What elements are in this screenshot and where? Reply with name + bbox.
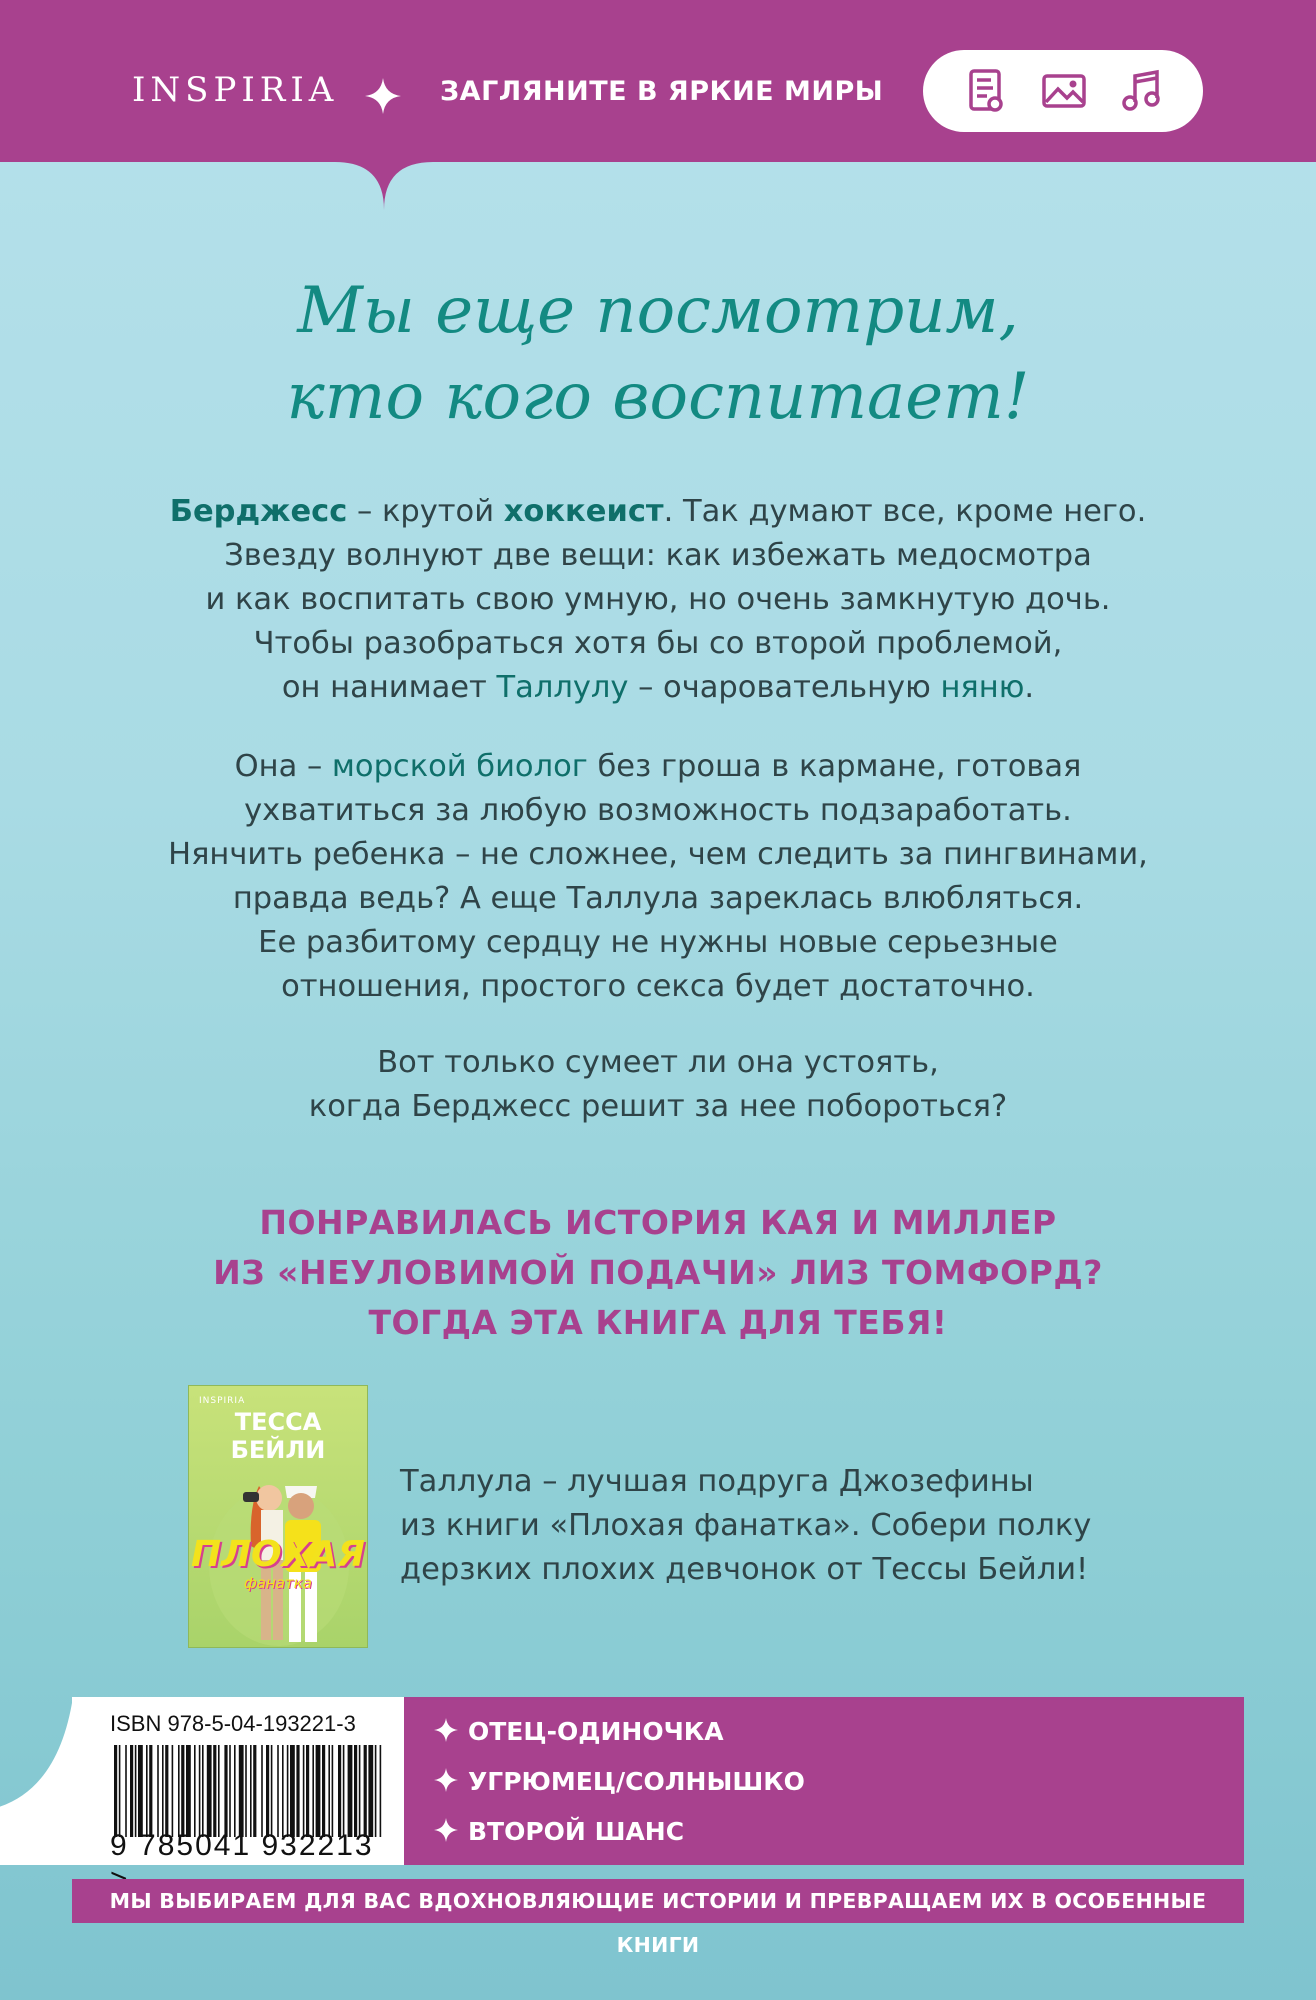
tropes-panel bbox=[404, 1697, 1244, 1865]
related-book-text bbox=[400, 1460, 1220, 1592]
trope-label: УГРЮМЕЦ/СОЛНЫШКО bbox=[468, 1767, 805, 1796]
cover-subtitle: фанатка bbox=[243, 1574, 312, 1592]
barcode-bar bbox=[328, 1745, 330, 1837]
text-fragment: . bbox=[1024, 670, 1035, 705]
barcode-bar bbox=[172, 1745, 174, 1837]
related-book-cover bbox=[188, 1385, 368, 1648]
barcode-bar bbox=[253, 1745, 256, 1837]
barcode-bar bbox=[306, 1745, 309, 1837]
barcode-bar bbox=[149, 1745, 152, 1837]
barcode-bar bbox=[162, 1745, 164, 1837]
barcode-bar bbox=[245, 1745, 247, 1837]
trope-item bbox=[434, 1767, 805, 1796]
barcode-bar bbox=[332, 1745, 334, 1837]
barcode-bar bbox=[218, 1745, 220, 1837]
barcode-bar bbox=[359, 1745, 361, 1837]
promo-line: ТОГДА ЭТА КНИГА ДЛЯ ТЕБЯ! bbox=[368, 1303, 948, 1342]
sparkle-icon bbox=[434, 1768, 458, 1792]
sparkle-icon bbox=[434, 1718, 458, 1742]
barcode-bar bbox=[312, 1745, 314, 1837]
barcode-bar bbox=[181, 1745, 184, 1837]
barcode-bar bbox=[287, 1745, 289, 1837]
headline-line: Мы еще посмотрим, bbox=[297, 274, 1019, 348]
barcode-bar bbox=[271, 1745, 273, 1837]
barcode-bar bbox=[364, 1745, 367, 1837]
text-line: правда ведь? А еще Таллула зареклась влюбляться. bbox=[232, 881, 1084, 916]
text-line: Ее разбитому сердцу не нужны новые серьезные bbox=[258, 925, 1058, 960]
barcode-number: 9 785041 932213 bbox=[110, 1829, 374, 1862]
media-icons-pill bbox=[923, 50, 1203, 132]
text-line: отношения, простого секса будет достаточно. bbox=[281, 969, 1035, 1004]
text-fragment: Она – bbox=[234, 749, 332, 784]
barcode-bar bbox=[234, 1745, 236, 1837]
barcode-bar bbox=[348, 1745, 353, 1837]
text-line: ухватиться за любую возможность подзаработать. bbox=[244, 793, 1072, 828]
barcode-bar bbox=[266, 1745, 269, 1837]
cover-author: ТЕССА БЕЙЛИ bbox=[230, 1408, 326, 1464]
barcode-bar bbox=[186, 1745, 191, 1837]
barcode-bar bbox=[296, 1745, 299, 1837]
barcode-bar bbox=[380, 1745, 382, 1837]
trope-label: ВТОРОЙ ШАНС bbox=[468, 1817, 685, 1846]
ebook-icon bbox=[963, 68, 1009, 114]
barcode-bar bbox=[207, 1745, 212, 1837]
barcode-bar bbox=[125, 1745, 127, 1837]
promo-line: ПОНРАВИЛАСЬ ИСТОРИЯ КАЯ И МИЛЛЕР bbox=[259, 1203, 1057, 1242]
promo-line: ИЗ «НЕУЛОВИМОЙ ПОДАЧИ» ЛИЗ ТОМФОРД? bbox=[213, 1253, 1103, 1292]
barcode-bar bbox=[224, 1745, 227, 1837]
text-fragment: он нанимает bbox=[281, 670, 497, 705]
highlight-word: морской биолог bbox=[331, 749, 588, 784]
barcode-bar bbox=[213, 1745, 216, 1837]
synopsis-paragraph-2 bbox=[80, 745, 1236, 1009]
text-line: Вот только сумеет ли она устоять, bbox=[377, 1045, 939, 1080]
headline-line: кто кого воспитает! bbox=[286, 360, 1030, 434]
barcode-bar bbox=[229, 1745, 231, 1837]
text-line: Звезду волнуют две вещи: как избежать медосмотра bbox=[224, 538, 1092, 573]
text-line bbox=[80, 666, 1236, 710]
barcode-bar bbox=[130, 1745, 133, 1837]
barcode-bar bbox=[354, 1745, 357, 1837]
text-line: из книги «Плохая фанатка». Собери полку bbox=[400, 1508, 1092, 1543]
text-line: Нянчить ребенка – не сложнее, чем следить за пингвинами, bbox=[168, 837, 1148, 872]
barcode-bar bbox=[178, 1745, 180, 1837]
barcode-bar bbox=[277, 1745, 279, 1837]
text-fragment: – очаровательную bbox=[628, 670, 941, 705]
text-line bbox=[80, 745, 1236, 789]
synopsis-paragraph-1 bbox=[80, 490, 1236, 710]
music-icon bbox=[1119, 68, 1165, 114]
trope-label: ОТЕЦ-ОДИНОЧКА bbox=[468, 1717, 724, 1746]
cover-title: ПЛОХАЯ bbox=[191, 1534, 365, 1575]
barcode-bar bbox=[303, 1745, 305, 1837]
barcode-bar bbox=[135, 1745, 137, 1837]
barcode-panel bbox=[72, 1697, 404, 1865]
text-line: когда Берджесс решит за нее побороться? bbox=[308, 1089, 1008, 1124]
barcode-bar bbox=[202, 1745, 204, 1837]
barcode-bar bbox=[165, 1745, 168, 1837]
barcode-bar bbox=[114, 1745, 117, 1837]
sparkle-icon bbox=[365, 78, 401, 114]
barcode-image bbox=[114, 1745, 386, 1837]
barcode-bar bbox=[375, 1745, 377, 1837]
footer-slogan: МЫ ВЫБИРАЕМ ДЛЯ ВАС ВДОХНОВЛЯЮЩИЕ ИСТОРИИ И ПРЕВРАЩАЕМ ИХ В ОСОБЕННЫЕ КНИГИ bbox=[72, 1879, 1244, 1923]
promo-block bbox=[0, 1198, 1316, 1348]
barcode-bar bbox=[290, 1745, 295, 1837]
barcode-bar bbox=[157, 1745, 159, 1837]
barcode-bar bbox=[138, 1745, 143, 1837]
image-icon bbox=[1041, 68, 1087, 114]
barcode-bar bbox=[338, 1745, 341, 1837]
brand-logo: INSPIRIA bbox=[132, 70, 339, 110]
barcode-bar bbox=[261, 1745, 263, 1837]
highlight-word: хоккеист bbox=[503, 494, 664, 529]
text-line: Таллула – лучшая подруга Джозефины bbox=[400, 1464, 1034, 1499]
highlight-name: Берджесс bbox=[169, 494, 348, 529]
barcode-bar bbox=[199, 1745, 201, 1837]
barcode-bar bbox=[343, 1745, 345, 1837]
highlight-word: няню bbox=[940, 670, 1025, 705]
sparkle-icon bbox=[434, 1818, 458, 1842]
text-line bbox=[80, 490, 1236, 534]
barcode-bar bbox=[282, 1745, 284, 1837]
trope-item bbox=[434, 1717, 724, 1746]
text-line: Чтобы разобраться хотя бы со второй проблемой, bbox=[253, 626, 1063, 661]
text-line: и как воспитать свою умную, но очень замкнутую дочь. bbox=[205, 582, 1111, 617]
highlight-name: Таллулу bbox=[496, 670, 629, 705]
barcode-bar bbox=[322, 1745, 325, 1837]
barcode-bar bbox=[146, 1745, 148, 1837]
isbn-label: ISBN 978-5-04-193221-3 bbox=[110, 1711, 356, 1736]
barcode-bar bbox=[316, 1745, 321, 1837]
text-fragment: . Так думают все, кроме него. bbox=[663, 494, 1147, 529]
decorative-arc bbox=[0, 1697, 73, 1907]
text-line: дерзких плохих девчонок от Тессы Бейли! bbox=[400, 1552, 1089, 1587]
barcode-bar bbox=[368, 1745, 373, 1837]
headline bbox=[0, 268, 1316, 440]
synopsis-paragraph-3 bbox=[80, 1041, 1236, 1129]
cover-brand: INSPIRIA bbox=[199, 1396, 246, 1406]
text-fragment: – крутой bbox=[347, 494, 504, 529]
barcode-bar bbox=[250, 1745, 252, 1837]
barcode-bar bbox=[119, 1745, 121, 1837]
header-tagline: ЗАГЛЯНИТЕ В ЯРКИЕ МИРЫ bbox=[440, 76, 884, 107]
barcode-bar bbox=[239, 1745, 244, 1837]
header-notch bbox=[335, 150, 433, 210]
text-fragment: без гроша в кармане, готовая bbox=[587, 749, 1082, 784]
trope-item bbox=[434, 1817, 684, 1846]
barcode-bar bbox=[194, 1745, 196, 1837]
